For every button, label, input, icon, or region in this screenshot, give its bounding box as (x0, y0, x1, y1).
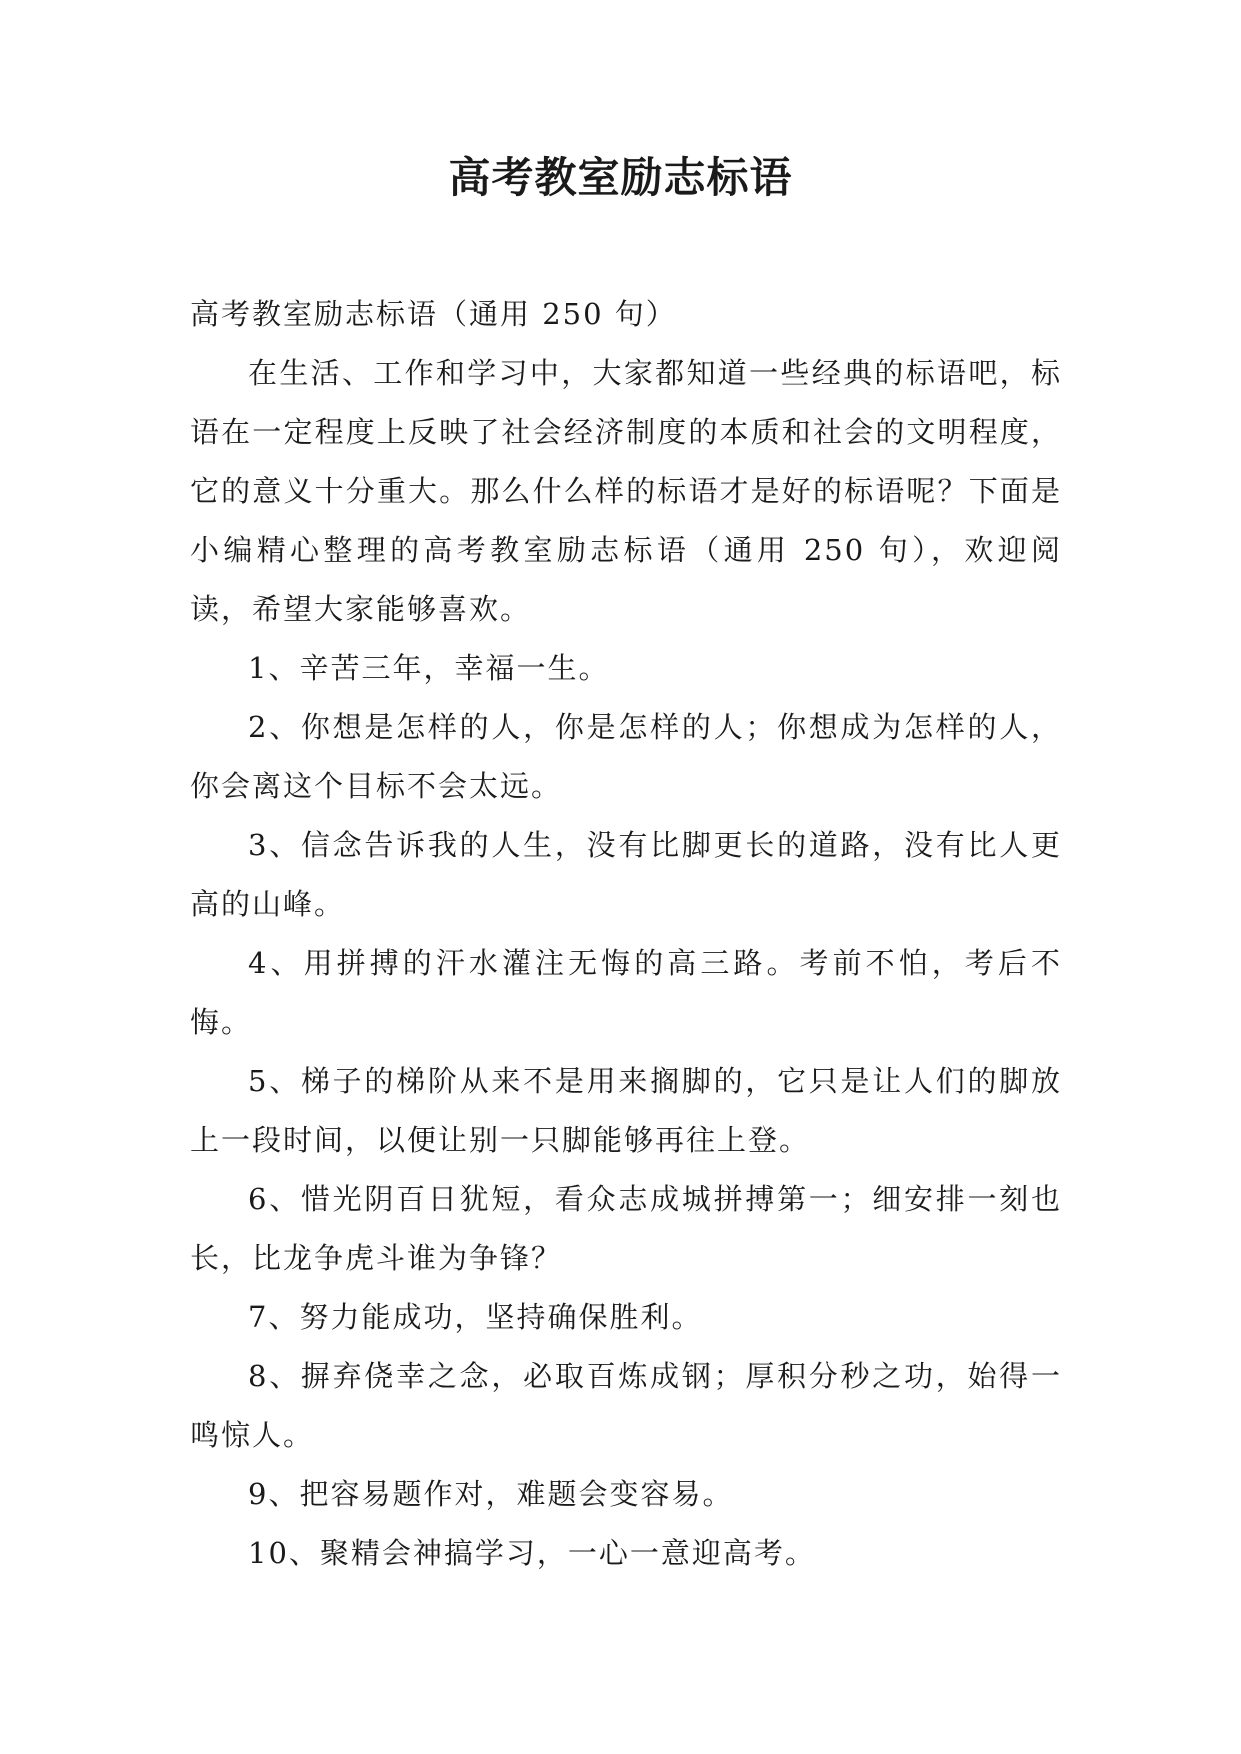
intro-paragraph: 在生活、工作和学习中，大家都知道一些经典的标语吧，标语在一定程度上反映了社会经济制度的本质和社会的文明程度，它的意义十分重大。那么什么样的标语才是好的标语呢？下面是小编精心整理的高考教室励志标语（通用 250 句），欢迎阅读，希望大家能够喜欢。 (190, 356, 1062, 626)
slogan-item: 7、努力能成功，坚持确保胜利。 (248, 1300, 703, 1334)
document-subtitle: 高考教室励志标语（通用 250 句） (190, 297, 677, 331)
document-body (190, 285, 1062, 1583)
slogan-item: 4、用拼搏的汗水灌注无悔的高三路。考前不怕，考后不悔。 (190, 946, 1062, 1039)
slogan-item: 3、信念告诉我的人生，没有比脚更长的道路，没有比人更高的山峰。 (190, 828, 1062, 921)
slogan-item: 2、你想是怎样的人，你是怎样的人；你想成为怎样的人，你会离这个目标不会太远。 (190, 710, 1062, 803)
slogan-item: 1、辛苦三年，幸福一生。 (248, 651, 610, 685)
slogan-item: 9、把容易题作对，难题会变容易。 (248, 1477, 734, 1511)
slogan-item: 8、摒弃侥幸之念，必取百炼成钢；厚积分秒之功，始得一鸣惊人。 (190, 1359, 1062, 1452)
slogan-item: 10、聚精会神搞学习，一心一意迎高考。 (248, 1536, 816, 1570)
slogan-item: 6、惜光阴百日犹短，看众志成城拼搏第一；细安排一刻也长，比龙争虎斗谁为争锋？ (190, 1182, 1062, 1275)
document-title: 高考教室励志标语 (448, 153, 793, 202)
slogan-item: 5、梯子的梯阶从来不是用来搁脚的，它只是让人们的脚放上一段时间，以便让别一只脚能够再往上登。 (190, 1064, 1062, 1157)
